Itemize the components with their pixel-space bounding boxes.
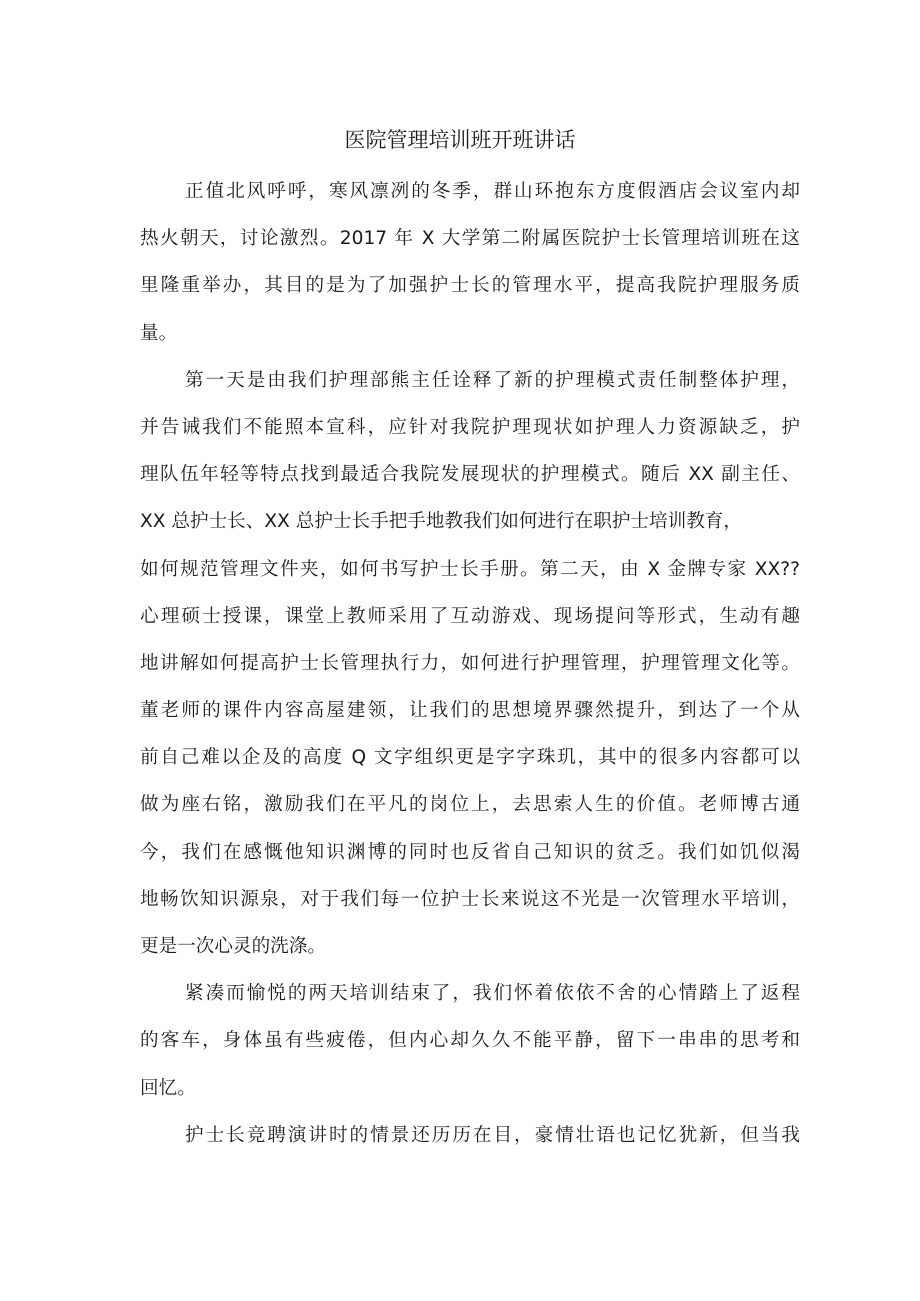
document-title: 医院管理培训班开班讲话 (344, 128, 576, 152)
text-line: 的客车，身体虽有些疲倦，但内心却久久不能平静，留下一串串的思考和 (140, 1030, 800, 1052)
text-line: 更是一次心灵的洗涤。 (140, 936, 326, 957)
text-line: 回忆。 (140, 1077, 196, 1099)
paragraph-2 (140, 357, 800, 970)
text-line: 第一天是由我们护理部熊主任诠释了新的护理模式责任制整体护理， (185, 369, 800, 391)
text-line: 如何规范管理文件夹，如何书写护士长手册。第二天，由 X 金牌专家 XX?? (140, 558, 800, 580)
text-line: 护士长竞聘演讲时的情景还历历在目，豪情壮语也记忆犹新，但当我 (185, 1124, 800, 1146)
text-line: 做为座右铭，激励我们在平凡的岗位上，去思索人生的价值。老师博古通 (140, 794, 800, 816)
paragraph-3 (140, 970, 800, 1112)
text-line: 前自己难以企及的高度 Q 文字组织更是字字珠玑，其中的很多内容都可以 (140, 747, 800, 769)
text-line: 并告诫我们不能照本宣科，应针对我院护理现状如护理人力资源缺乏，护 (140, 416, 800, 438)
text-line: 里隆重举办，其目的是为了加强护士长的管理水平，提高我院护理服务质 (140, 275, 800, 297)
text-line: 董老师的课件内容高屋建领，让我们的思想境界骤然提升，到达了一个从 (140, 700, 800, 722)
paragraph-1 (140, 168, 800, 357)
text-line: 地畅饮知识源泉，对于我们每一位护士长来说这不光是一次管理水平培训， (140, 888, 800, 910)
document-body (140, 168, 800, 1159)
text-line: 正值北风呼呼，寒风凛冽的冬季，群山环抱东方度假酒店会议室内却 (185, 181, 800, 202)
text-line: 今，我们在感慨他知识渊博的同时也反省自己知识的贫乏。我们如饥似渴 (140, 841, 800, 863)
paragraph-4 (140, 1112, 800, 1159)
text-line: 心理硕士授课，课堂上教师采用了互动游戏、现场提问等形式，生动有趣 (140, 605, 800, 627)
text-line: 地讲解如何提高护士长管理执行力，如何进行护理管理，护理管理文化等。 (140, 652, 800, 674)
text-line: 量。 (140, 322, 178, 344)
text-line: 紧凑而愉悦的两天培训结束了，我们怀着依依不舍的心情踏上了返程 (185, 983, 800, 1005)
text-line: XX 总护士长、XX 总护士长手把手地教我们如何进行在职护士培训教育， (140, 511, 742, 533)
text-line: 理队伍年轻等特点找到最适合我院发展现状的护理模式。随后 XX 副主任、 (140, 464, 800, 486)
text-line: 热火朝天，讨论激烈。2017 年 X 大学第二附属医院护士长管理培训班在这 (140, 228, 800, 250)
